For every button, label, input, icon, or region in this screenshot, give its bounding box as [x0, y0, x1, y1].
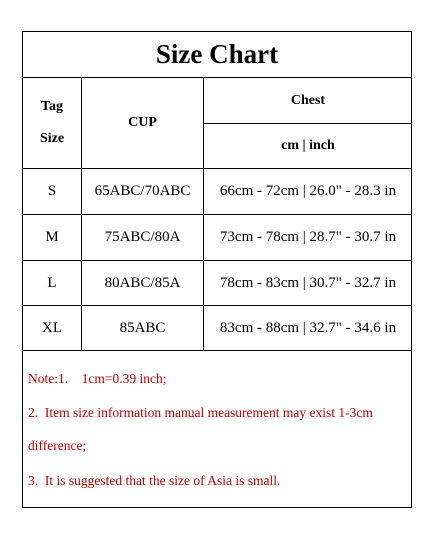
table-cell-cup: 80ABC/85A — [104, 274, 181, 291]
size-chart-frame — [22, 31, 412, 508]
table-cell-size: XL — [42, 319, 62, 336]
header-chest-units: cm | inch — [281, 138, 335, 153]
table-cell-cup: 85ABC — [119, 319, 166, 336]
table-bottom-divider — [23, 350, 412, 351]
note-line-1: Note:1. 1cm=0.39 inch; — [28, 371, 167, 386]
header-chest: Chest — [290, 92, 326, 108]
table-cell-chest: 83cm - 88cm | 32.7" - 34.6 in — [219, 319, 397, 336]
table-cell-size: S — [47, 183, 57, 199]
table-cell-cup: 75ABC/80A — [104, 229, 181, 245]
header-size-label: Size — [39, 131, 65, 146]
table-cell-chest: 78cm - 83cm | 30.7" - 32.7 in — [219, 274, 397, 291]
header-tag-size — [23, 78, 81, 168]
table-cell-size: L — [47, 274, 57, 291]
page-title: Size Chart — [23, 32, 411, 78]
header-cup: CUP — [128, 115, 157, 130]
table-cell-size: M — [45, 229, 59, 245]
note-line-2: 2. Item size information manual measurement may exist 1-3cm — [28, 405, 373, 420]
note-line-3: difference; — [28, 438, 87, 453]
header-tag-label: Tag — [40, 99, 64, 114]
table-cell-chest: 66cm - 72cm | 26.0" - 28.3 in — [219, 183, 397, 199]
table-cell-chest: 73cm - 78cm | 28.7" - 30.7 in — [219, 229, 397, 245]
note-line-4: 3. It is suggested that the size of Asia is small. — [28, 473, 281, 488]
table-cell-cup: 65ABC/70ABC — [94, 183, 191, 199]
